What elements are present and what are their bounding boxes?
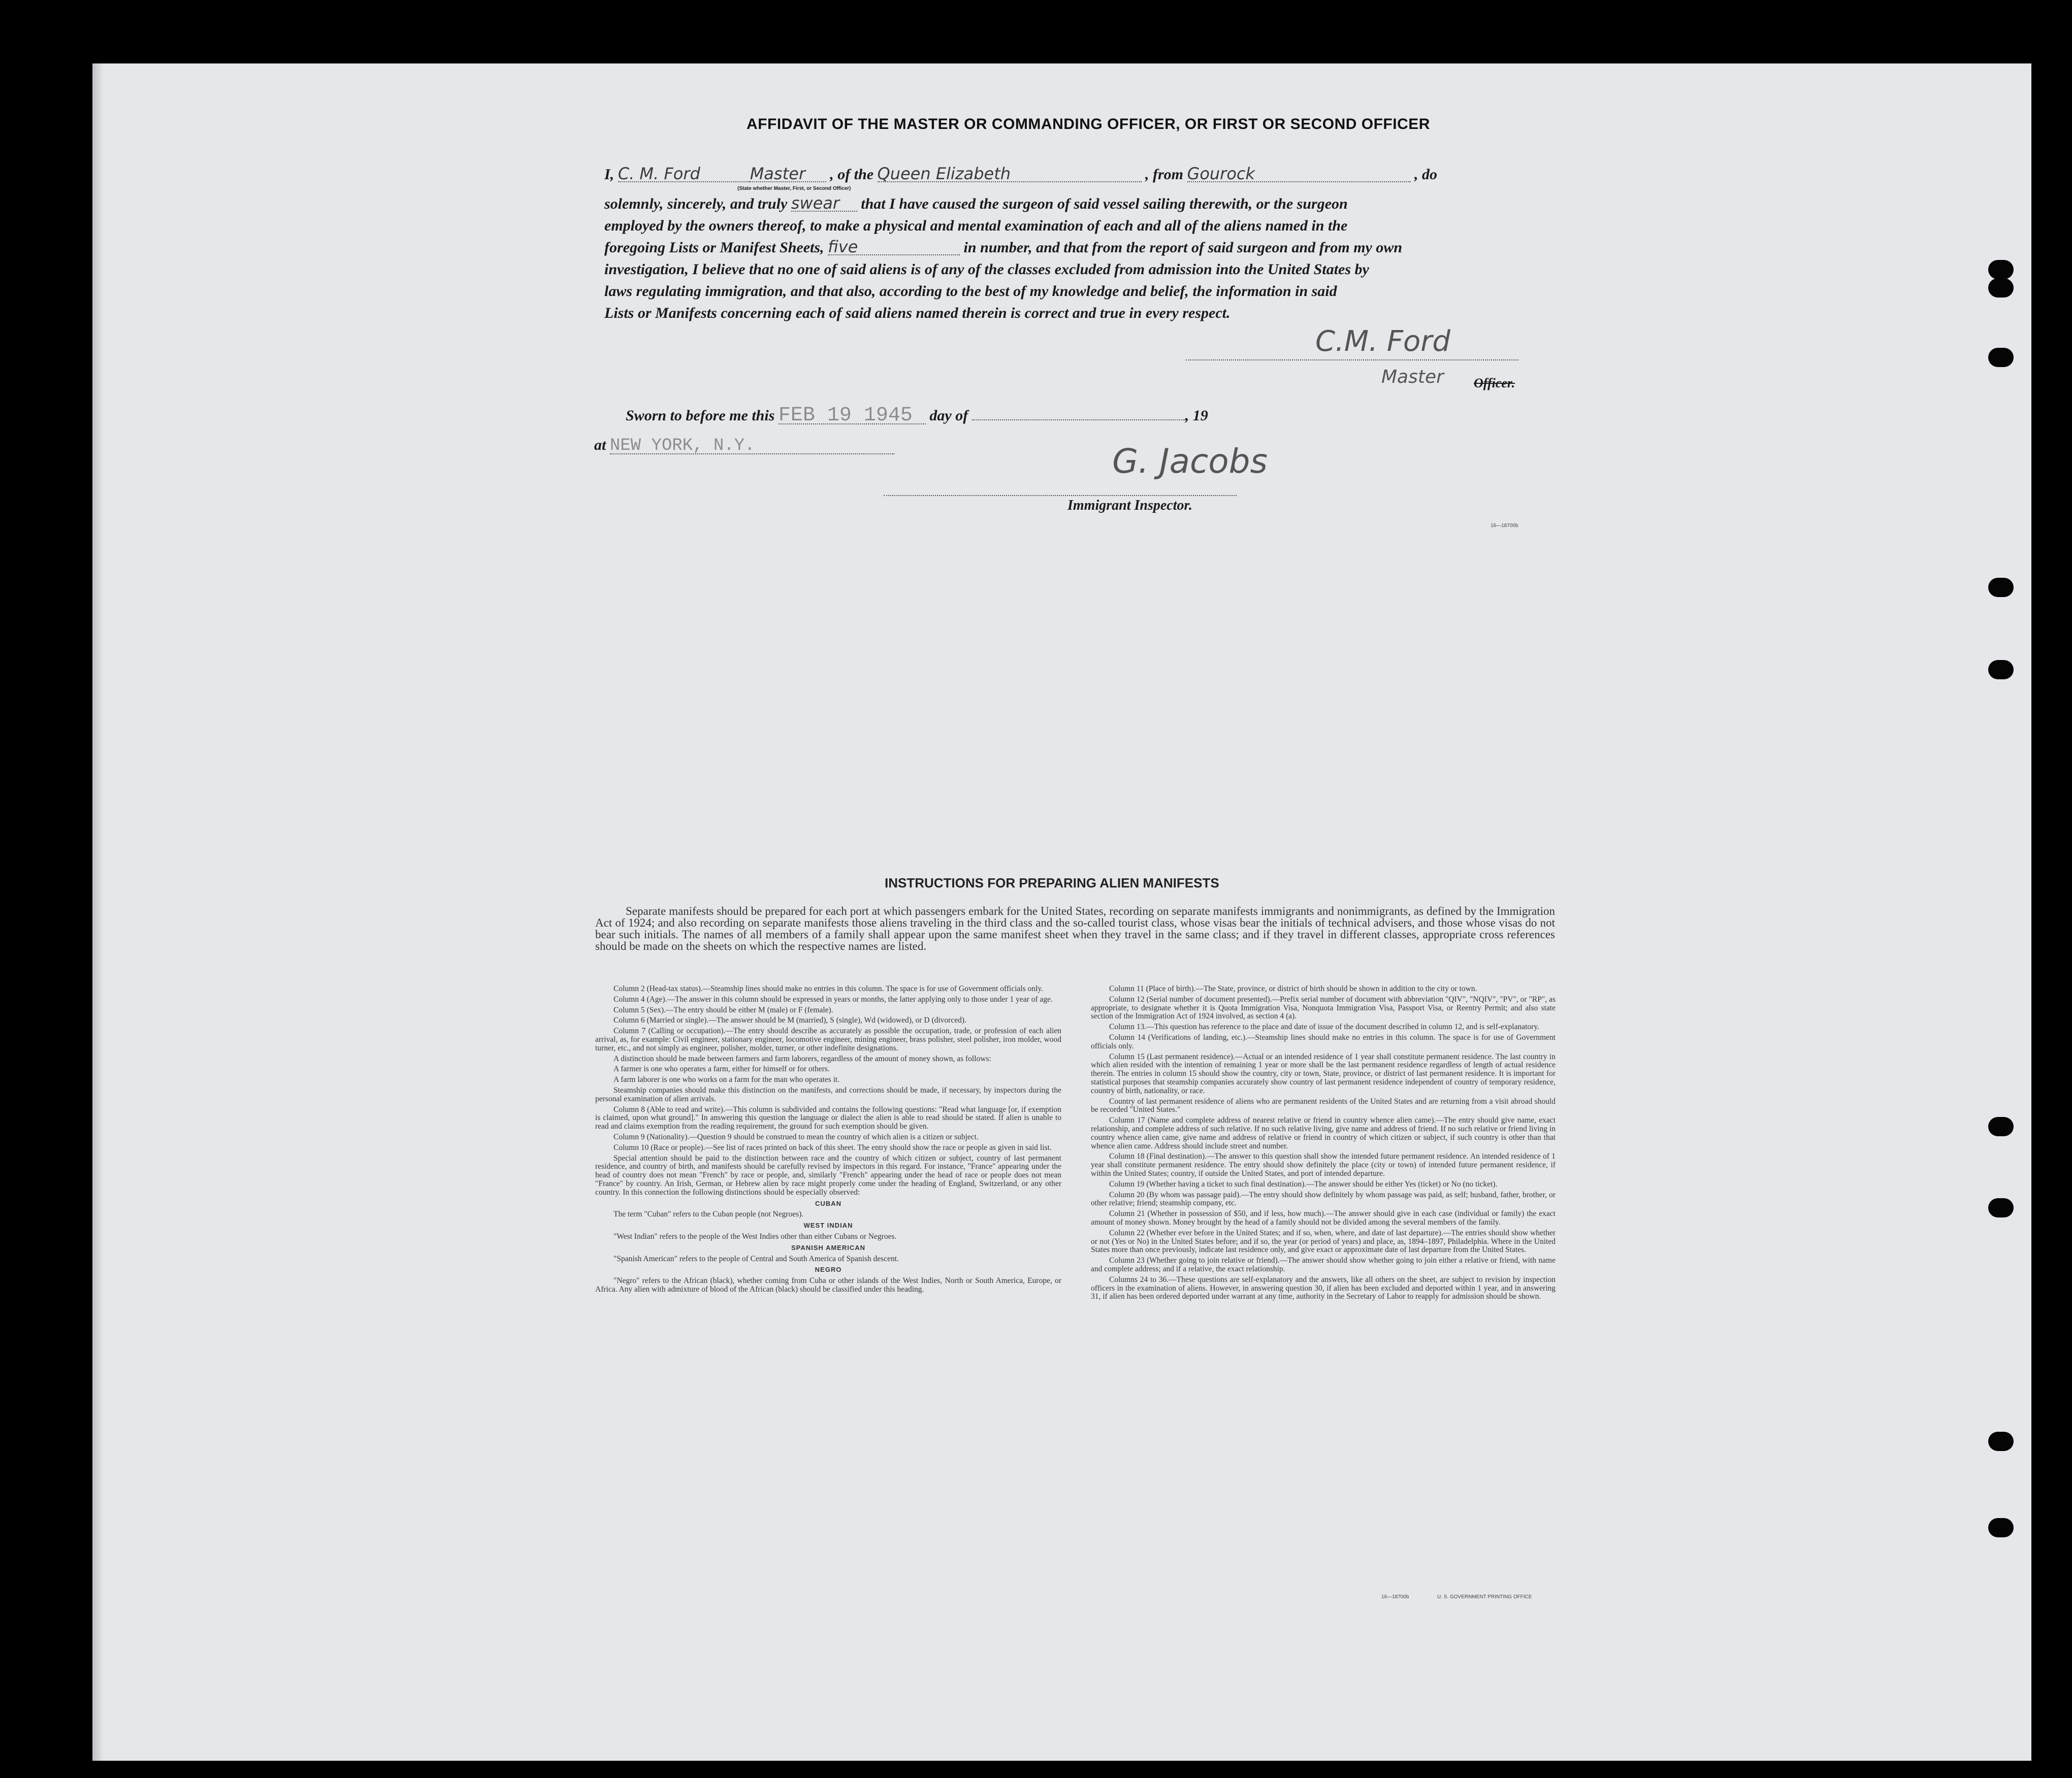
column-8-note: Column 8 (Able to read and write).—This column is subdivided and contains the following questions: "Read what language [or, if exemption is claimed, upon what ground]." In answering this question the language or dialect the alien is able to read should be stated. If alien is unable to read and claims exemption from the reading requirement, the ground for such exemption should be given. [595,1105,1061,1131]
month-field [972,406,1185,420]
binder-hole [1988,660,2014,679]
affidavit-line-5: investigation, I believe that no one of said aliens is of any of the classes excluded from admission into the United States by [604,261,1369,278]
oath-word-field: swear [791,197,857,212]
at-text: at [594,437,606,453]
vessel-name-field: Queen Elizabeth [878,168,1142,182]
column-10-note: Column 10 (Race or people).—See list of races printed on back of this sheet. The entry should show the race or people as given in said list. [613,1143,1052,1152]
footer-printing-office: U. S. GOVERNMENT PRINTING OFFICE [1437,1594,1532,1600]
column-18-note: Column 18 (Final destination).—The answer to this question shall show the intended future permanent residence. An intended residence of 1 year shall constitute permanent residence. The entry should show definitely the place (city or town) of intended future permanent residence, if within the United States; country, if outside the United States, and port of intended departure. [1091,1152,1556,1178]
negro-definition: "Negro" refers to the African (black), whether coming from Cuba or other islands of the West Indies, North or South America, Europe, or Africa. Any alien with admixture of blood of the African (black) should be classified under this heading. [595,1276,1061,1294]
affidavit-title: AFFIDAVIT OF THE MASTER OR COMMANDING OFFICER, OR FIRST OR SECOND OFFICER [747,116,1430,133]
form-number: 16—18700b [1491,523,1518,529]
cuban-heading: CUBAN [815,1199,841,1207]
departure-port-field: Gourock [1187,168,1411,182]
cuban-definition: The term "Cuban" refers to the Cuban people (not Negroes). [613,1210,804,1219]
west-indian-heading: WEST INDIAN [803,1222,853,1230]
column-12-note: Column 12 (Serial number of document presented).—Prefix serial number of document with abbreviation "QIV", "NQIV", "PV", or "RP", as appropriate, to designate whether it is Quota Immigration Visa, Nonquota Immigration Visa, Passport Visa, or Reentry Permit; and also state section of the Immigration Act of 1924 involved, as section 4 (a). [1091,995,1556,1021]
affidavit-line-1 [604,166,1437,183]
affidavit-line-2 [604,195,1348,213]
binder-hole [1988,348,2014,367]
column-5-note: Column 5 (Sex).—The entry should be either M (male) or F (female). [613,1005,833,1014]
binder-hole [1988,578,2014,597]
sworn-date-stamp: FEB 19 1945 [779,410,926,424]
sworn-text: Sworn to before me this [626,407,775,424]
rank-note: (State whether Master, First, or Second Officer) [737,186,851,191]
column-20-note: Column 20 (By whom was passage paid).—The entry should show definitely by whom passage was paid, as self; husband, father, brother, or other relative; friend; steamship company, etc. [1091,1190,1556,1208]
binder-hole [1988,1198,2014,1217]
column-21-note: Column 21 (Whether in possession of $50, and if less, how much).—The answer should give in each case (individual or family) the exact amount of money shown. Money brought by the head of a family should not be divided among the several members of the family. [1091,1209,1556,1227]
from-text: , from [1145,166,1184,183]
footer-form-number: 16—18700b [1381,1594,1409,1600]
line2-end: that I have caused the surgeon of said vessel sailing therewith, or the surgeon [861,195,1348,212]
master-name-field: C. M. Ford [618,168,750,182]
column-23-note: Column 23 (Whether going to join relative or friend).—The answer should show whether going to join either a relative or friend, with name and complete address; and if a relative, the exact relationship. [1091,1256,1556,1273]
column-7-note: Column 7 (Calling or occupation).—The entry should describe as accurately as possible the occupation, trade, or profession of each alien arrival, as, for example: Civil engineer, stationary engineer, locomotive engineer, mining engineer, brass polisher, steel polisher, iron molder, wood turner, etc., and not simply as engineer, polisher, molder, turner, or other indefinite designations. [595,1027,1061,1052]
instructions-intro: Separate manifests should be prepared for each port at which passengers embark for the United States, recording on separate manifests immigrants and nonimmigrants, as defined by the Immigration Act of 1924; and also recording on separate manifests those aliens traveling in the third class and the so-called tourist class, whose visas bear the initials of technical advisers, and those whose visas do not bear such initials. The names of all members of a family shall appear upon the same manifest sheet when they travel in the same class; and if they travel in different classes, appropriate cross references should be made on the sheets on which the respective names are listed. [595,905,1555,952]
columns-24-36-note: Columns 24 to 36.—These questions are self-explanatory and the answers, like all others on the sheet, are subject to revision by inspection officers in the examination of aliens. However, in answering question 30, if alien has been excluded and deported within 1 year, and in answering 31, if alien has been ordered deported under warrant at any time, authority in the Secretary of Labor to reapply for admission should be shown. [1091,1275,1556,1301]
affidavit-line-6: laws regulating immigration, and that also, according to the best of my knowledge and belief, the information in said [604,283,1337,300]
instructions-title: INSTRUCTIONS FOR PREPARING ALIEN MANIFESTS [885,875,1219,891]
binder-hole [1988,1117,2014,1136]
binder-hole [1988,260,2014,279]
at-line [594,437,894,454]
line2-start: solemnly, sincerely, and truly [604,195,788,212]
sworn-line [626,404,1208,427]
place-stamp: NEW YORK, N.Y. [610,440,894,454]
special-attention-note: Special attention should be paid to the distinction between race and the country of which citizen or subject, country of last permanent residence, and country of birth, and manifests should be carefully revised by inspectors in this regard. For instance, "France" appearing under the head of country does not mean "French" by race or people, and, similarly "French" appearing under the head of race or people does not mean "France" by country. An Irish, German, or Hebrew alien by race might properly come under the heading of England, Switzerland, or any other country. In this connection the following distinctions should be especially observed: [595,1154,1061,1197]
master-signature: C.M. Ford [1315,325,1450,358]
spanish-american-definition: "Spanish American" refers to the people of Central and South America of Spanish descent. [613,1254,899,1263]
affidavit-line-3: employed by the owners thereof, to make a physical and mental examination of each and all of the aliens named in the [604,217,1348,234]
rank-field: Master [750,168,826,182]
inspector-signature-line [884,495,1237,496]
column-4-note: Column 4 (Age).—The answer in this column should be expressed in years or months, the latter applying only to those under 1 year of age. [613,995,1053,1004]
line4-end: in number, and that from the report of said surgeon and from my own [963,239,1403,256]
column-9-note: Column 9 (Nationality).—Question 9 should be construed to mean the country of which alien is a citizen or subject. [613,1132,979,1141]
master-signature-line [1186,359,1518,360]
binder-hole [1988,1518,2014,1537]
binder-hole [1988,278,2014,298]
column-17-note: Column 17 (Name and complete address of nearest relative or friend in country whence alien came).—The entry should give name, exact relationship, and complete address of such relative. If no such relative living, give name and address of friend. If no such relative or friend living in country whence alien came, give name and address of relative or friend in country of which citizen or subject, if such country is other than that whence alien came. Address should include street and number. [1091,1116,1556,1150]
signer-title: Master [1381,367,1444,387]
column-11-note: Column 11 (Place of birth).—The State, province, or district of birth should be shown in addition to the city or town. [1109,984,1477,993]
line4-start: foregoing Lists or Manifest Sheets, [604,239,824,256]
column-15-note: Column 15 (Last permanent residence).—Actual or an intended residence of 1 year shall constitute permanent residence. The last country in which alien resided with the intention of remaining 1 year or more shall be the last permanent residence regardless of length of actual residence therein. The entries in column 15 should show the country, city or town, State, province, or district of last permanent residence. It is important for statistical purposes that steamship companies accurately show country of last permanent residence independent of country of temporary residence, country of birth, nationality, or race. [1091,1052,1556,1095]
do-text: , do [1414,166,1438,183]
farmer-distinction: A distinction should be made between farmers and farm laborers, regardless of the amount of money shown, as follows: [613,1054,991,1063]
farmer-definition: A farmer is one who operates a farm, either for himself or for others. [613,1065,830,1074]
inspector-label: Immigrant Inspector. [1067,498,1192,513]
sheet-edge-shadow [92,63,104,1761]
spanish-american-heading: SPANISH AMERICAN [791,1243,865,1252]
instructions-left-column [595,985,1061,1296]
affidavit-i: I, [604,166,614,183]
steamship-note: Steamship companies should make this distinction on the manifests, and corrections should be made, if necessary, by inspectors during the personal examination of alien arrivals. [595,1085,1061,1103]
sheet-count-field: five [828,241,960,255]
instructions-right-column [1091,985,1556,1303]
negro-heading: NEGRO [815,1266,842,1274]
column-2-note: Column 2 (Head-tax status).—Steamship lines should make no entries in this column. The space is for use of Government officials only. [613,984,1044,993]
column-22-note: Column 22 (Whether ever before in the United States; and if so, when, where, and date of last departure).—The entries should show whether or not (Yes or No) in the United States before; and if so, the year (or period of years) and place, as, 1894–1897, Philadelphia. Where in the United States more than once previously, indicate last residence only, and give exact or approximate date of last departure from the United States. [1091,1228,1556,1255]
farm-laborer-definition: A farm laborer is one who works on a farm for the man who operates it. [613,1075,840,1084]
binder-hole [1988,1432,2014,1451]
column-13-note: Column 13.—This question has reference to the place and date of issue of the document described in column 12, and is self-explanatory. [1109,1023,1539,1032]
day-of-text: day of [929,407,968,424]
column-15-residents-note: Country of last permanent residence of aliens who are permanent residents of the United States and are returning from a visit abroad should be recorded "United States." [1091,1097,1556,1114]
year-text: , 19 [1185,407,1208,424]
column-6-note: Column 6 (Married or single).—The answer should be M (married), S (single), Wd (widowed), or D (divorced). [613,1016,966,1025]
officer-label: Officer. [1474,376,1515,390]
west-indian-definition: "West Indian" refers to the people of the West Indies other than either Cubans or Negroes. [613,1232,897,1241]
of-the-text: , of the [830,166,874,183]
column-14-note: Column 14 (Verifications of landing, etc.).—Steamship lines should make no entries in this column. The space is for use of Government officials only. [1091,1033,1556,1050]
affidavit-line-7: Lists or Manifests concerning each of said aliens named therein is correct and true in every respect. [604,305,1231,321]
affidavit-line-4 [604,239,1402,256]
column-19-note: Column 19 (Whether having a ticket to such final destination).—The answer should be either Yes (ticket) or No (no ticket). [1109,1179,1498,1189]
inspector-signature: G. Jacobs [1112,442,1268,481]
